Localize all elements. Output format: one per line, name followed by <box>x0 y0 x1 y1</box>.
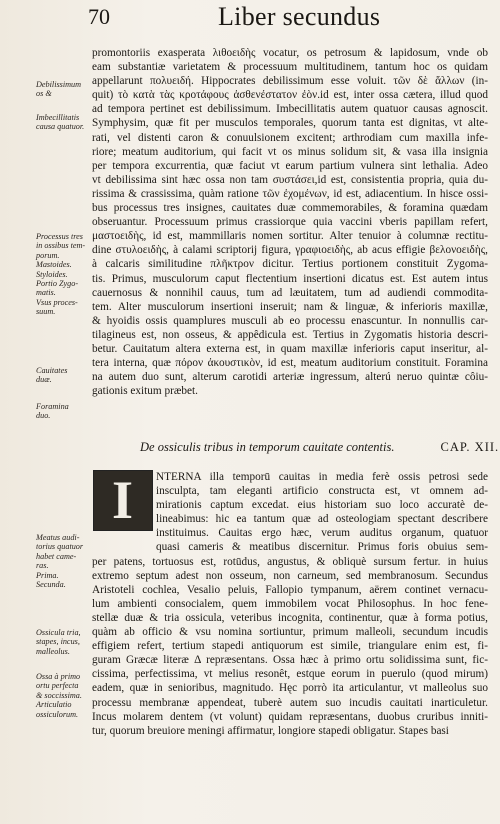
margin-note: Cauitates duæ. <box>36 366 68 385</box>
text-line: tilagineus est, non osseus, & appêdicula est. Tertius in Zygomatis historia descri- <box>92 328 488 341</box>
text-line: guram Græcæ literæ Δ repræsentans. Ossa hæc à primo ortu solidissima sunt, fic- <box>92 654 488 667</box>
margin-note: Processus tres in ossibus tem- porum. Mastoides. Styloides. Portio Zygo- matis. Vsus proces- suum. <box>36 232 86 317</box>
text-line: eam substantiæ varietatem & processuum multitudinem, tantum hoc os quidam <box>92 61 488 74</box>
page-header <box>0 2 500 34</box>
text-line: Incus molarem dentem (vt volunt) quidam repræsentans, duobus cruribus inniti- <box>92 710 488 723</box>
text-line: riore; meatum auditorium, qui facit vt os minus solidum sit, & vasa illa insignia <box>92 145 488 158</box>
initial-letter: I <box>111 470 133 530</box>
text-line: cauernosus & nonnihil cauus, tum ad læuitatem, tum ad audiendi commodita- <box>92 286 488 299</box>
text-line: promontoriis exasperata λιθοειδὴς vocatur, os petrosum & lapidosum, vnde ob <box>92 47 488 59</box>
margin-note: Ossa à primo ortu perfecta & soccissima. Articulatio ossiculorum. <box>36 672 82 719</box>
text-line: tur, quorum breuiore meningi affirmatur, longiore stapedi obligatur. Stapes basi <box>92 724 449 737</box>
text-line: rati, vel distenti caron & conuulsionem excitent; arthrodiam cum maxilla infe- <box>92 131 488 144</box>
text-line: quit) τὸ κατὰ τὰς κροτάφους ἀσθενέστατον ἐὸν.id est, inter ossa cætera, illud quod <box>92 89 488 102</box>
text-line: vt debilissima sint hæc ossa non tam συστάσει,id est, consistentia propria, quia du- <box>92 173 488 186</box>
body-text <box>92 46 488 398</box>
text-line: tis. Primus, musculorum caput flectentium insertioni dicatus est. Est autem intus <box>92 272 488 285</box>
text-line: bus processus tres insignes, cauitates duæ commemorabiles, & foramina quædam <box>92 202 488 215</box>
text-line: gationis exitum præbet. <box>92 385 198 398</box>
text-line: mirationis captum excedat. eius historiam suo loco accuratè de- <box>156 499 488 512</box>
text-line: instituimus. Cauitas ergo hæc, verum auditus organum, quatuor <box>156 527 488 540</box>
margin-note: Ossicula tria, stapes, incus, malleolus. <box>36 628 81 656</box>
margin-note: Debilissimum os & <box>36 80 82 99</box>
running-head: Liber secundus <box>218 2 381 31</box>
text-line: à calcaris similitudine πλῆκτρον dicitur. Tertius portionem constituit Zygoma- <box>92 258 488 271</box>
chapter-text <box>92 470 488 738</box>
text-line: Symphysim, quæ fit per musculos temporales, quorum tanta est dignitas, vt alte- <box>92 117 488 130</box>
text-line: insculpta, tam eleganti artificio constructa est, vt omnem ad- <box>156 485 488 498</box>
text-line: lineabimus: hic ea tantum quæ ad osteologiam spectant describere <box>156 513 488 526</box>
text-line: Aristoteli cochlea, Vesalio peluis, Fallopio tympanum, aërem continet vernacu- <box>92 583 488 596</box>
chapter-title: De ossiculis tribus in temporum cauitate contentis. <box>140 440 395 454</box>
text-line: per patens, tortuosus est, rotūdus, angustus, & obliquè sursum fertur. in huius <box>92 555 488 568</box>
text-line: betur. Cauitatum altera externa est, in quam maxillæ inferioris caput inseritur, al- <box>92 342 488 355</box>
text-line: ad tempora pertinet est debilissimum. Imbecillitatis autem quatuor causas agnoscit. <box>92 103 488 116</box>
text-line: μαστοειδὴς, id est, mammillaris nomen sortitur. Alter tenuior à columnæ rectitu- <box>92 230 488 243</box>
text-line: & hyoidis ossis quamplures musculi ab eo processu enascuntur. In nonnullis car- <box>92 314 488 327</box>
text-line: quasi cameris & meatibus discernitur. Primus foris obuius sem- <box>156 541 488 554</box>
text-line: rissima & crassissima, quàm ratione τῶν ἐχομένων, id est, adiacentium. In hisce ossi- <box>92 187 488 200</box>
text-line: lum ambienti consocialem, quem immobilem vocat Philosophus. In hoc fene- <box>92 597 488 610</box>
margin-note: Foramina duo. <box>36 402 69 421</box>
text-line: na autem duo sunt, alterum carotidi arteriæ ingressum, alterú neruo quintæ côiu- <box>92 371 488 384</box>
margin-note: Meatus audi- torius quatuor habet came- ras. Prima. Secunda. <box>36 533 84 590</box>
page-number: 70 <box>88 4 110 29</box>
text-line: tem. Alter musculorum insertioni inseruit; nam & linguæ, & inferioris maxillæ, <box>92 300 488 313</box>
text-line: extremo septum adest non osseum, non carneum, sed membranosum. Secundus <box>92 569 488 582</box>
text-line: tera interna, quæ πόρον ἀκουστικὸν, id est, meatum auditorium constituit. Foramina <box>92 357 488 370</box>
text-line: NTERNA illa temporū cauitas in media ferè ossis petrosi sede <box>156 471 488 483</box>
margin-note: Imbecillitatis causa quatuor. <box>36 113 85 132</box>
text-line: quàm ab officio & vsu nomina sortiuntur, primum malleoli, secundum incudis <box>92 626 488 639</box>
text-line: dine στυλοειδὴς, à calami scriptorij figura, γραφιοειδὴς, ab acus effigie βελονοειδὴς, <box>92 244 488 257</box>
text-line: obseruantur. Processuum primus crassiorque quia vaccini vberis papillam refert, <box>92 216 488 229</box>
text-line: cissima, perfectissima, vt melius resonêt, estque eorum in puerulo (quod mirum) <box>92 668 488 681</box>
text-line: stellæ duæ & tria ossicula, veteribus incognita, continentur, quæ à forma potius, <box>92 611 488 624</box>
text-line: per tempora excurrentia, quæ faciut vt earum partium vulnera sint lethalia. Adeo <box>92 159 488 172</box>
text-line: eadem, quæ in senioribus, magnitudo. Hęc porrò ita articulantur, vt malleolus suo <box>92 682 488 695</box>
text-line: processu membranæ appendeat, tuberè autem suo incudis cauitati inarticuletur. <box>92 696 488 709</box>
chapter-number: CAP. XII. <box>440 440 500 454</box>
chapter-heading <box>140 440 500 455</box>
text-line: appellarunt πολυειδή. Hippocrates debilissimum esse voluit. τῶν δὲ ἄλλων (in- <box>92 75 488 88</box>
text-line: effigiem refert, tertium stapedi antiquorum est simile, triangulare enim est, fi- <box>92 640 488 653</box>
